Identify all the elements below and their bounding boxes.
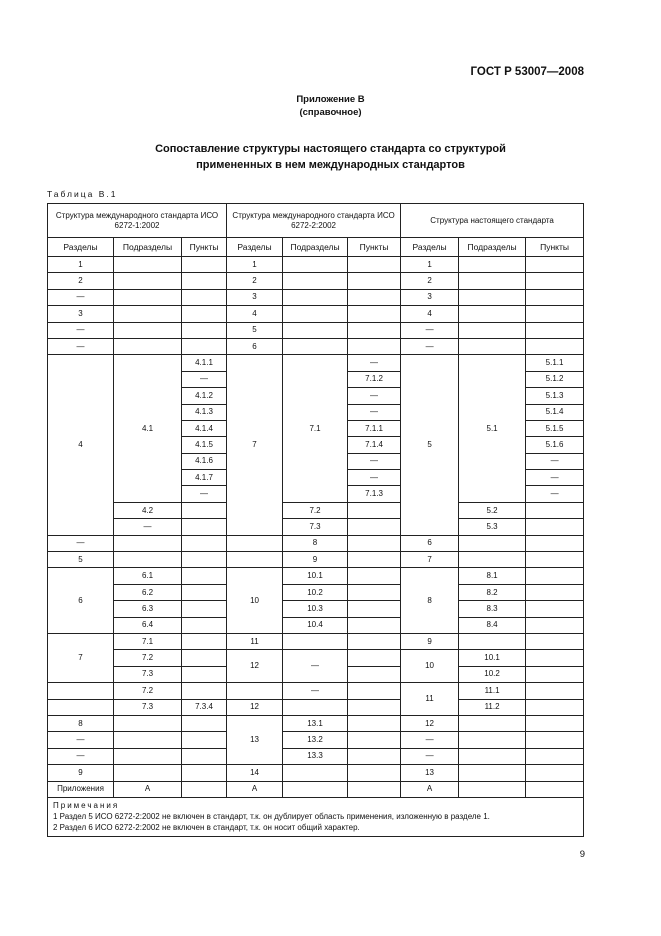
cell-std-clause: [526, 781, 584, 797]
cell-std-clause: [526, 338, 584, 354]
cell-iso1-clause: 4.1.3: [182, 404, 227, 420]
cell-std-clause: [526, 617, 584, 633]
cell-std-subsection: [459, 306, 526, 322]
cell-iso1-section: 7: [48, 633, 114, 682]
cell-iso2-section: А: [227, 781, 283, 797]
cell-std-clause: [526, 715, 584, 731]
cell-std-clause: [526, 601, 584, 617]
cell-iso2-section: 7: [227, 355, 283, 535]
cell-iso2-clause: [348, 666, 401, 682]
cell-iso1-clause: 4.1.4: [182, 420, 227, 436]
table-row: [48, 601, 584, 617]
cell-std-clause: —: [526, 486, 584, 502]
table-row: [48, 683, 584, 699]
cell-iso1-subsection: [114, 322, 182, 338]
cell-std-subsection: 11.2: [459, 699, 526, 715]
table-row: [48, 502, 584, 518]
cell-iso1-subsection: 6.4: [114, 617, 182, 633]
cell-iso2-subsection: 10.2: [283, 584, 348, 600]
heading-line-1: Сопоставление структуры настоящего стандарта со структурой: [155, 143, 506, 155]
cell-iso2-section: 13: [227, 715, 283, 764]
subheader-clauses: Пункты: [182, 238, 227, 257]
cell-iso1-section: 6: [48, 568, 114, 634]
table-row: [48, 584, 584, 600]
structure-comparison-table: [47, 203, 584, 837]
cell-iso1-clause: [182, 584, 227, 600]
cell-iso1-clause: [182, 650, 227, 666]
cell-iso1-subsection: [114, 715, 182, 731]
cell-iso1-subsection: 7.1: [114, 633, 182, 649]
cell-iso1-clause: 4.1.6: [182, 453, 227, 469]
cell-std-clause: [526, 535, 584, 551]
cell-std-subsection: 10.1: [459, 650, 526, 666]
cell-iso1-subsection: 6.1: [114, 568, 182, 584]
appendix-title: Приложение В: [296, 94, 365, 105]
cell-std-clause: —: [526, 453, 584, 469]
cell-std-subsection: [459, 257, 526, 273]
cell-iso1-section: 9: [48, 765, 114, 781]
cell-iso2-subsection: 8: [283, 535, 348, 551]
cell-iso2-clause: [348, 584, 401, 600]
cell-iso1-clause: —: [182, 371, 227, 387]
cell-iso2-subsection: [283, 257, 348, 273]
cell-std-subsection: [459, 781, 526, 797]
cell-std-subsection: [459, 748, 526, 764]
cell-iso2-section: 6: [227, 338, 283, 354]
cell-std-clause: [526, 650, 584, 666]
cell-std-section: А: [401, 781, 459, 797]
cell-iso1-subsection: [114, 765, 182, 781]
table-row: [48, 568, 584, 584]
cell-std-section: 11: [401, 683, 459, 716]
cell-iso1-clause: 4.1.2: [182, 388, 227, 404]
cell-iso2-clause: —: [348, 470, 401, 486]
cell-iso1-clause: [182, 601, 227, 617]
cell-iso1-subsection: 4.1: [114, 355, 182, 503]
table-row: [48, 732, 584, 748]
cell-iso2-clause: [348, 732, 401, 748]
cell-iso2-clause: [348, 306, 401, 322]
cell-iso1-section: —: [48, 338, 114, 354]
cell-std-subsection: [459, 765, 526, 781]
cell-iso1-subsection: [114, 732, 182, 748]
cell-std-clause: 5.1.3: [526, 388, 584, 404]
cell-iso2-section: [227, 683, 283, 699]
cell-iso2-clause: —: [348, 355, 401, 371]
table-row: [48, 306, 584, 322]
cell-iso2-clause: [348, 519, 401, 535]
cell-std-section: 6: [401, 535, 459, 551]
table-subheader-row: [48, 238, 584, 257]
cell-std-clause: [526, 666, 584, 682]
cell-std-section: 4: [401, 306, 459, 322]
cell-iso2-clause: [348, 765, 401, 781]
cell-iso1-subsection: 4.2: [114, 502, 182, 518]
cell-iso1-subsection: А: [114, 781, 182, 797]
cell-iso2-section: 11: [227, 633, 283, 649]
cell-std-clause: [526, 322, 584, 338]
group-header-this-standard: Структура настоящего стандарта: [401, 204, 584, 238]
cell-std-clause: [526, 552, 584, 568]
cell-std-section: 9: [401, 633, 459, 649]
cell-iso1-clause: [182, 502, 227, 518]
cell-iso1-clause: [182, 715, 227, 731]
cell-iso1-subsection: [114, 748, 182, 764]
cell-std-subsection: 5.2: [459, 502, 526, 518]
cell-iso2-subsection: 10.3: [283, 601, 348, 617]
cell-iso1-section: [48, 699, 114, 715]
cell-iso2-subsection: [283, 289, 348, 305]
cell-std-section: 12: [401, 715, 459, 731]
subheader-sections: Разделы: [48, 238, 114, 257]
cell-std-clause: —: [526, 470, 584, 486]
cell-iso1-section: —: [48, 748, 114, 764]
cell-iso2-clause: 7.1.3: [348, 486, 401, 502]
cell-std-subsection: [459, 552, 526, 568]
cell-std-clause: [526, 699, 584, 715]
cell-iso2-clause: [348, 273, 401, 289]
cell-iso1-subsection: [114, 289, 182, 305]
cell-iso1-clause: 4.1.5: [182, 437, 227, 453]
cell-iso2-clause: —: [348, 388, 401, 404]
cell-iso1-clause: [182, 748, 227, 764]
cell-iso1-clause: [182, 338, 227, 354]
cell-std-subsection: 5.1: [459, 355, 526, 503]
appendix-subtitle: (справочное): [299, 107, 362, 118]
cell-std-clause: 5.1.5: [526, 420, 584, 436]
cell-iso2-subsection: 10.1: [283, 568, 348, 584]
cell-iso1-clause: [182, 683, 227, 699]
cell-iso2-subsection: [283, 699, 348, 715]
cell-iso2-clause: [348, 502, 401, 518]
cell-iso2-subsection: 13.1: [283, 715, 348, 731]
cell-iso2-clause: [348, 650, 401, 666]
cell-iso2-section: 12: [227, 650, 283, 683]
cell-iso1-clause: [182, 519, 227, 535]
cell-iso2-clause: [348, 568, 401, 584]
cell-std-subsection: [459, 633, 526, 649]
cell-iso1-subsection: 6.2: [114, 584, 182, 600]
cell-std-section: 10: [401, 650, 459, 683]
cell-iso1-section: —: [48, 289, 114, 305]
cell-std-section: 2: [401, 273, 459, 289]
cell-iso1-clause: [182, 322, 227, 338]
cell-std-clause: 5.1.2: [526, 371, 584, 387]
table-row: [48, 617, 584, 633]
cell-iso2-subsection: 10.4: [283, 617, 348, 633]
table-row: [48, 699, 584, 715]
cell-iso1-clause: [182, 535, 227, 551]
cell-iso2-subsection: —: [283, 650, 348, 683]
cell-iso2-subsection: [283, 633, 348, 649]
cell-iso1-subsection: [114, 552, 182, 568]
cell-iso1-subsection: 6.3: [114, 601, 182, 617]
cell-std-section: 3: [401, 289, 459, 305]
cell-iso2-section: 12: [227, 699, 283, 715]
cell-std-subsection: [459, 732, 526, 748]
cell-iso1-subsection: [114, 273, 182, 289]
cell-iso2-subsection: [283, 306, 348, 322]
cell-iso2-clause: [348, 683, 401, 699]
table-row: [48, 257, 584, 273]
cell-iso2-section: 5: [227, 322, 283, 338]
table-caption: Таблица В.1: [47, 189, 118, 199]
note-2: 2 Раздел 6 ИСО 6272-2:2002 не включен в стандарт, т.к. он носит общий характер.: [53, 822, 360, 832]
cell-std-clause: [526, 519, 584, 535]
page-number: 9: [579, 849, 585, 860]
cell-std-clause: [526, 306, 584, 322]
cell-std-subsection: [459, 338, 526, 354]
cell-iso1-clause: [182, 617, 227, 633]
cell-iso1-clause: 4.1.1: [182, 355, 227, 371]
cell-iso2-clause: [348, 617, 401, 633]
cell-iso2-clause: [348, 633, 401, 649]
cell-iso2-subsection: —: [283, 683, 348, 699]
cell-std-clause: 5.1.1: [526, 355, 584, 371]
cell-iso2-subsection: 9: [283, 552, 348, 568]
cell-std-clause: [526, 502, 584, 518]
cell-iso2-section: 2: [227, 273, 283, 289]
cell-iso1-clause: 4.1.7: [182, 470, 227, 486]
cell-iso2-clause: [348, 322, 401, 338]
cell-std-subsection: 8.3: [459, 601, 526, 617]
cell-iso1-section: —: [48, 732, 114, 748]
cell-std-section: —: [401, 322, 459, 338]
subheader-clauses: Пункты: [526, 238, 584, 257]
subheader-sections: Разделы: [227, 238, 283, 257]
cell-iso2-section: 4: [227, 306, 283, 322]
table-row: [48, 715, 584, 731]
cell-std-clause: 5.1.6: [526, 437, 584, 453]
cell-iso1-section: —: [48, 535, 114, 551]
cell-std-section: 13: [401, 765, 459, 781]
cell-std-clause: [526, 568, 584, 584]
cell-iso1-section: 8: [48, 715, 114, 731]
subheader-subsections: Подразделы: [283, 238, 348, 257]
table-row: [48, 650, 584, 666]
cell-std-clause: 5.1.4: [526, 404, 584, 420]
subheader-subsections: Подразделы: [114, 238, 182, 257]
cell-iso2-clause: [348, 552, 401, 568]
cell-iso1-subsection: [114, 306, 182, 322]
table-notes: [48, 797, 584, 836]
cell-iso2-clause: [348, 257, 401, 273]
document-code: ГОСТ Р 53007—2008: [470, 66, 584, 78]
cell-iso2-clause: —: [348, 404, 401, 420]
cell-std-subsection: 5.3: [459, 519, 526, 535]
cell-iso2-clause: 7.1.2: [348, 371, 401, 387]
cell-std-subsection: [459, 715, 526, 731]
cell-iso2-section: 3: [227, 289, 283, 305]
cell-iso2-subsection: [283, 322, 348, 338]
cell-iso1-subsection: 7.2: [114, 683, 182, 699]
note-1: 1 Раздел 5 ИСО 6272-2:2002 не включен в стандарт, т.к. он дублирует область применения, изложенную в разделе 1.: [53, 811, 490, 821]
subheader-clauses: Пункты: [348, 238, 401, 257]
cell-iso1-subsection: [114, 257, 182, 273]
cell-iso1-section: —: [48, 322, 114, 338]
cell-iso2-subsection: 7.1: [283, 355, 348, 503]
table-row: [48, 765, 584, 781]
table-row: [48, 633, 584, 649]
cell-std-subsection: 10.2: [459, 666, 526, 682]
cell-iso2-clause: [348, 289, 401, 305]
cell-iso2-clause: [348, 748, 401, 764]
cell-iso2-clause: —: [348, 453, 401, 469]
cell-iso1-clause: [182, 552, 227, 568]
cell-iso1-section: 2: [48, 273, 114, 289]
cell-std-clause: [526, 273, 584, 289]
cell-iso1-subsection: —: [114, 519, 182, 535]
cell-iso1-clause: [182, 306, 227, 322]
cell-iso2-clause: [348, 601, 401, 617]
cell-iso2-section: 1: [227, 257, 283, 273]
cell-std-subsection: 11.1: [459, 683, 526, 699]
cell-std-clause: [526, 748, 584, 764]
cell-std-section: 7: [401, 552, 459, 568]
subheader-subsections: Подразделы: [459, 238, 526, 257]
cell-iso1-clause: 7.3.4: [182, 699, 227, 715]
cell-iso1-subsection: 7.3: [114, 666, 182, 682]
cell-std-section: —: [401, 748, 459, 764]
cell-std-section: —: [401, 338, 459, 354]
cell-std-subsection: 8.2: [459, 584, 526, 600]
cell-std-section: 8: [401, 568, 459, 634]
cell-iso1-subsection: 7.2: [114, 650, 182, 666]
cell-std-subsection: 8.4: [459, 617, 526, 633]
heading-line-2: примененных в нем международных стандартов: [196, 159, 465, 171]
cell-iso2-section: 14: [227, 765, 283, 781]
cell-std-subsection: 8.1: [459, 568, 526, 584]
cell-std-section: 1: [401, 257, 459, 273]
cell-iso2-subsection: [283, 781, 348, 797]
table-row: [48, 552, 584, 568]
cell-iso1-clause: [182, 765, 227, 781]
cell-std-clause: [526, 683, 584, 699]
cell-std-subsection: [459, 535, 526, 551]
notes-row: [48, 797, 584, 836]
cell-iso2-subsection: 7.3: [283, 519, 348, 535]
cell-iso1-subsection: 7.3: [114, 699, 182, 715]
group-header-iso-6272-2: Структура международного стандарта ИСО 6272-2:2002: [227, 204, 401, 238]
cell-iso2-subsection: [283, 338, 348, 354]
cell-std-clause: [526, 584, 584, 600]
cell-iso1-clause: [182, 257, 227, 273]
cell-std-subsection: [459, 289, 526, 305]
cell-iso1-section: 5: [48, 552, 114, 568]
table-row: [48, 781, 584, 797]
cell-iso2-section: [227, 535, 283, 551]
cell-iso2-subsection: [283, 273, 348, 289]
cell-iso1-section: [48, 683, 114, 699]
table-row: [48, 338, 584, 354]
table-row: [48, 355, 584, 371]
cell-std-subsection: [459, 273, 526, 289]
cell-iso2-clause: [348, 781, 401, 797]
cell-iso2-clause: [348, 699, 401, 715]
table-group-header-row: [48, 204, 584, 238]
cell-iso2-clause: 7.1.1: [348, 420, 401, 436]
cell-iso2-clause: [348, 338, 401, 354]
table-row: [48, 322, 584, 338]
cell-iso1-clause: [182, 289, 227, 305]
cell-iso1-clause: —: [182, 486, 227, 502]
cell-std-clause: [526, 765, 584, 781]
subheader-sections: Разделы: [401, 238, 459, 257]
notes-label: Примечания: [53, 800, 120, 810]
table-row: [48, 535, 584, 551]
cell-iso2-subsection: [283, 765, 348, 781]
cell-iso1-section: 3: [48, 306, 114, 322]
cell-iso1-clause: [182, 732, 227, 748]
cell-iso2-clause: [348, 535, 401, 551]
cell-iso2-subsection: 7.2: [283, 502, 348, 518]
cell-std-clause: [526, 257, 584, 273]
cell-iso1-subsection: [114, 338, 182, 354]
cell-std-clause: [526, 289, 584, 305]
table-row: [48, 748, 584, 764]
cell-iso1-clause: [182, 273, 227, 289]
table-row: [48, 519, 584, 535]
cell-iso2-subsection: 13.3: [283, 748, 348, 764]
cell-iso2-clause: [348, 715, 401, 731]
cell-iso1-clause: [182, 666, 227, 682]
cell-iso1-section: 1: [48, 257, 114, 273]
group-header-iso-6272-1: Структура международного стандарта ИСО 6272-1:2002: [48, 204, 227, 238]
cell-std-clause: [526, 633, 584, 649]
cell-iso1-clause: [182, 568, 227, 584]
cell-std-section: —: [401, 732, 459, 748]
cell-iso1-section: 4: [48, 355, 114, 535]
cell-iso2-subsection: 13.2: [283, 732, 348, 748]
cell-iso1-clause: [182, 781, 227, 797]
cell-iso1-section: Приложения: [48, 781, 114, 797]
cell-std-section: 5: [401, 355, 459, 535]
cell-iso2-section: [227, 552, 283, 568]
cell-std-subsection: [459, 322, 526, 338]
table-row: [48, 289, 584, 305]
table-row: [48, 273, 584, 289]
cell-iso1-clause: [182, 633, 227, 649]
cell-std-clause: [526, 732, 584, 748]
cell-iso2-clause: 7.1.4: [348, 437, 401, 453]
cell-iso1-subsection: [114, 535, 182, 551]
cell-iso2-section: 10: [227, 568, 283, 634]
